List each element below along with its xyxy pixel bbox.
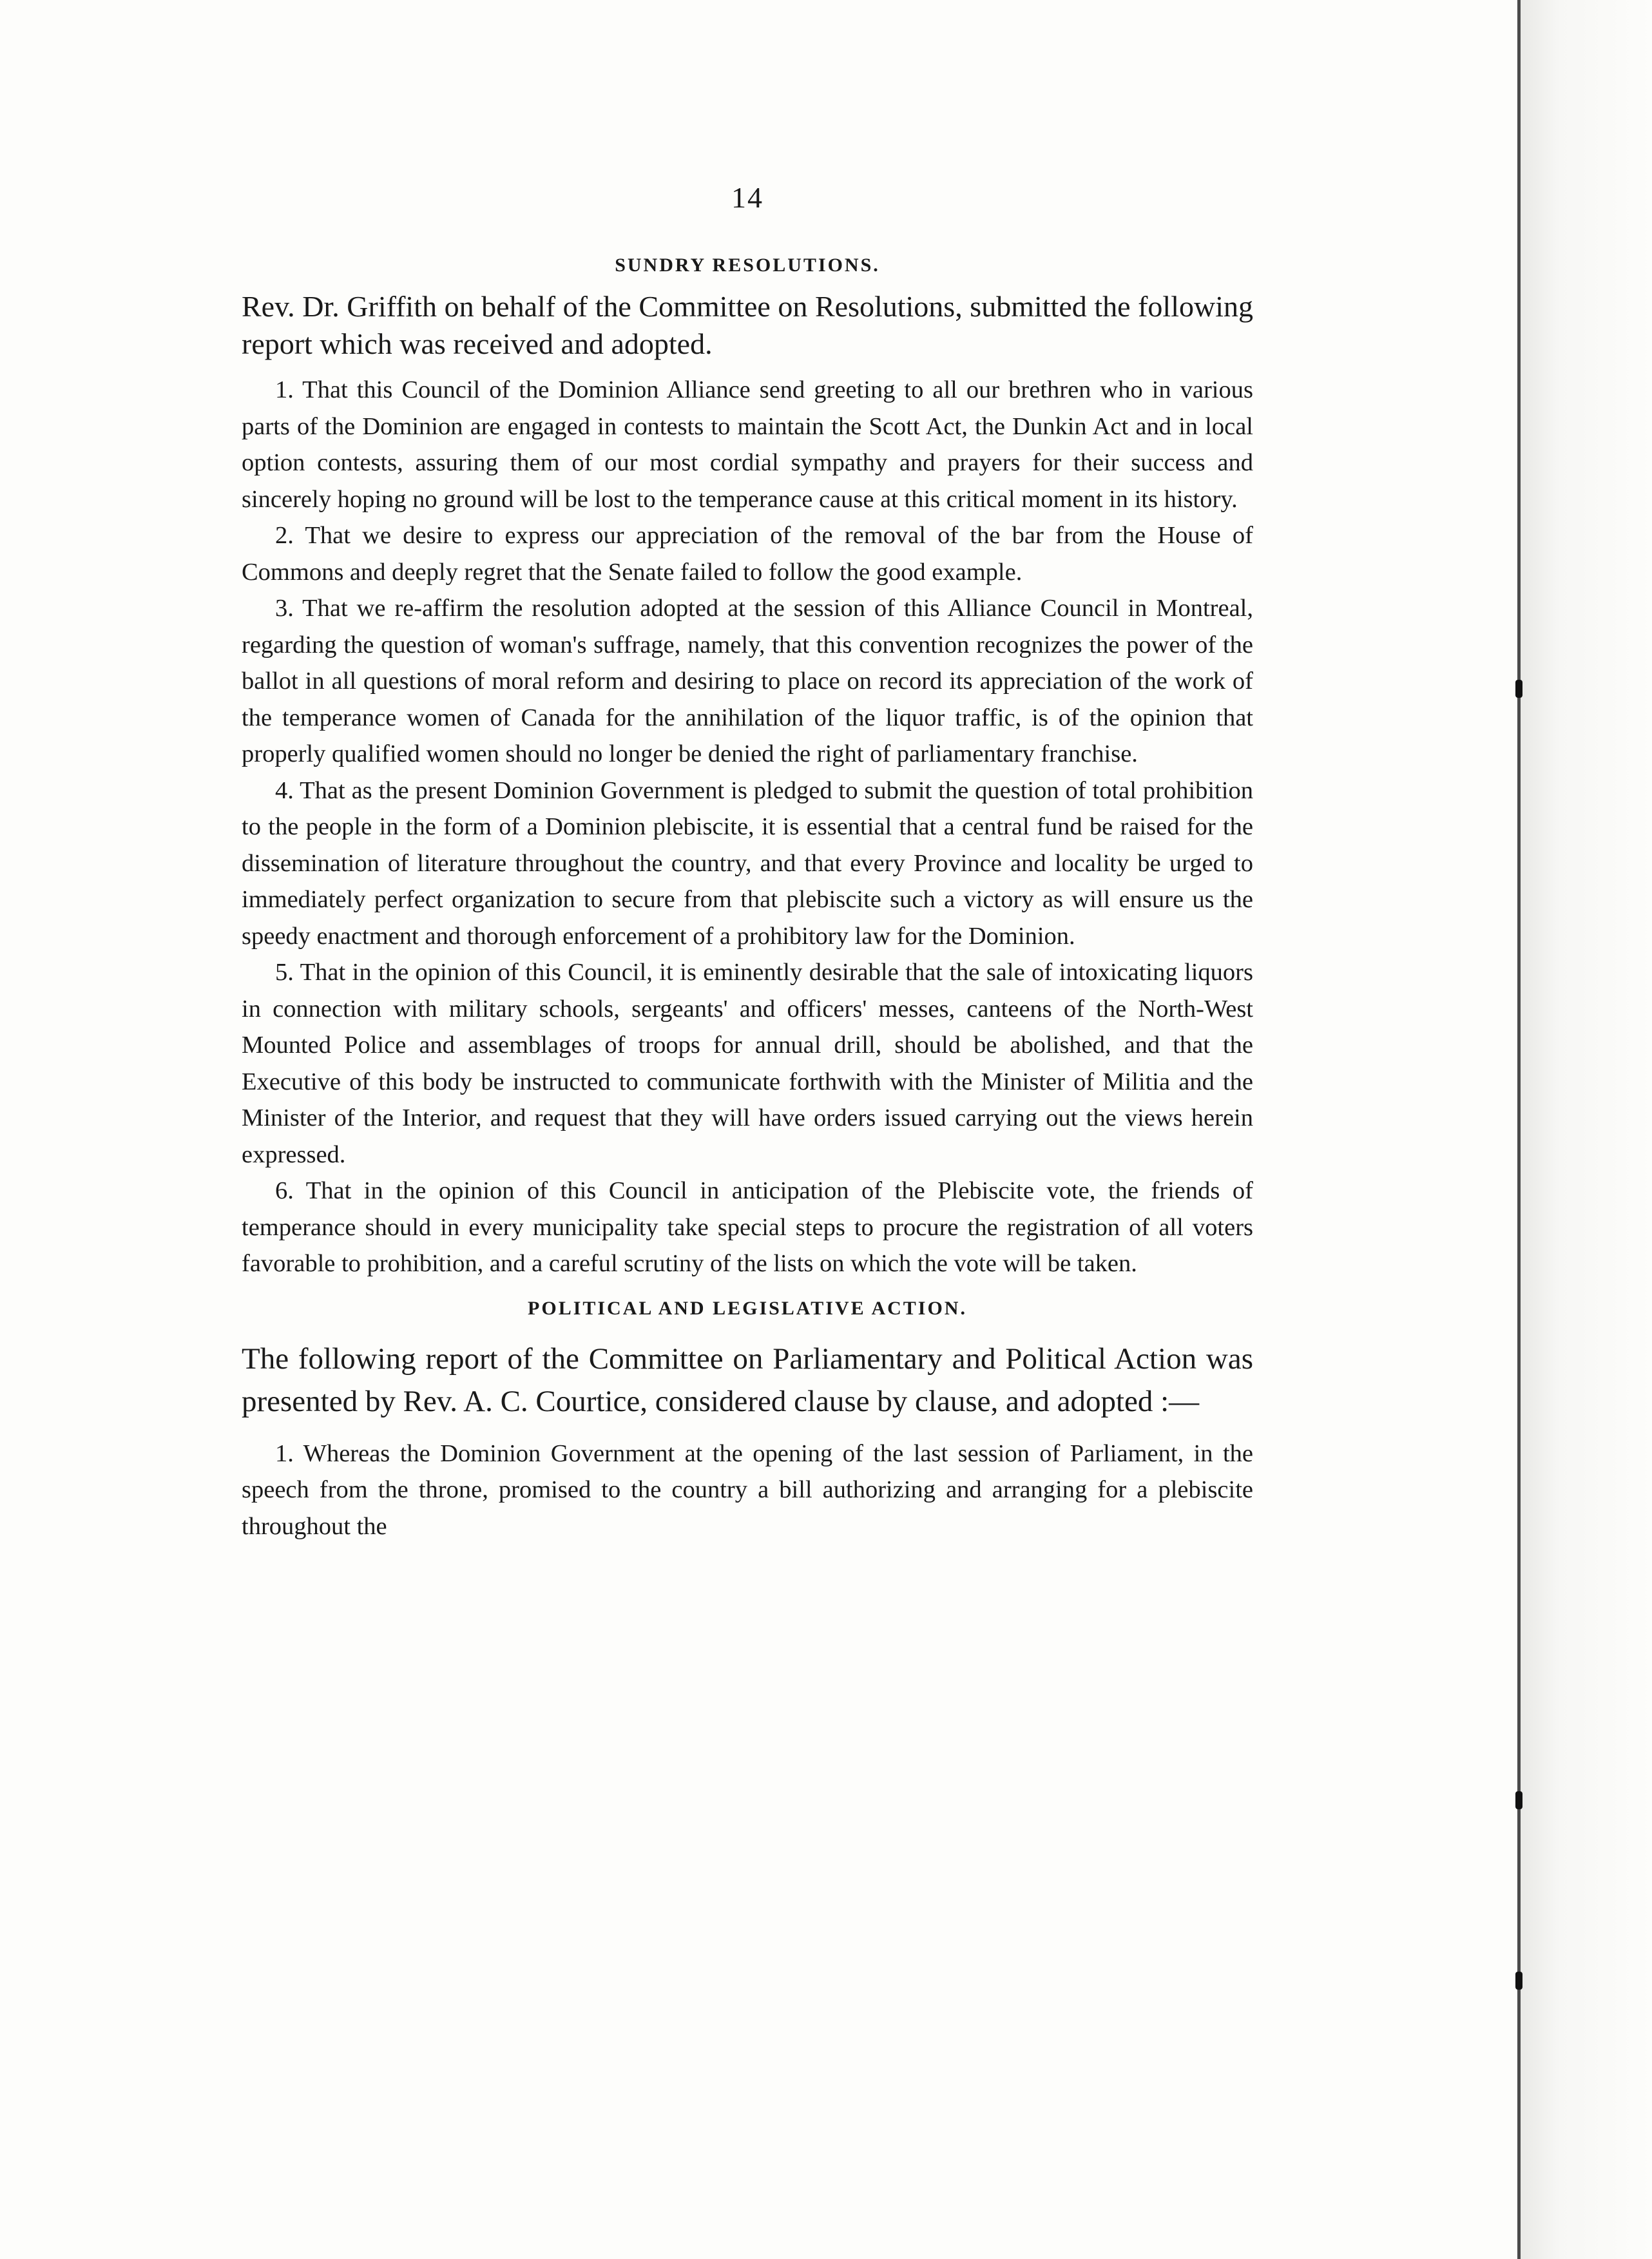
resolution-paragraph: 1. That this Council of the Dominion Alliance send greeting to all our brethren who in various parts of the Dominion are engaged in contests to maintain the Scott Act, the Dunkin Act and in local option contests, assuring them of our most cordial sympathy and prayers for their success and sincerely hoping no ground will be lost to the temperance cause at this critical moment in its history. bbox=[242, 376, 1253, 513]
page-number: 14 bbox=[731, 181, 764, 214]
resolution-paragraph: 4. That as the present Dominion Government is pledged to submit the question of total prohibition to the people in the form of a Dominion plebiscite, it is essential that a central fund be raised for the dissemination of literature throughout the country, and that every Province and locality be urged to immediately perfect organization to secure from that plebiscite such a victory as will ensure us the speedy enactment and thorough enforcement of a prohibitory law for the Dominion. bbox=[242, 776, 1253, 950]
resolution-paragraph: 2. That we desire to express our appreciation of the removal of the bar from the House of Commons and deeply regret that the Senate failed to follow the good example. bbox=[242, 522, 1253, 586]
binding-mark bbox=[1515, 1972, 1522, 1990]
section-intro: The following report of the Committee on Parliamentary and Political Action was presented by Rev. A. C. Courtice, considered clause by clause, and adopted :— bbox=[242, 1341, 1253, 1418]
resolution-paragraph: 5. That in the opinion of this Council, it is eminently desirable that the sale of intoxicating liquors in connection with military schools, sergeants' and officers' messes, canteens of the North-West Mounted Police and assemblages of troops for annual drill, should be abolished, and that the Executive of this body be instructed to communicate forthwith with the Minister of Militia and the Minister of the Interior, and request that they will have orders issued carrying out the views herein expressed. bbox=[242, 959, 1253, 1168]
document-body bbox=[242, 180, 1253, 1544]
section-heading-political-action: POLITICAL AND LEGISLATIVE ACTION. bbox=[528, 1297, 967, 1319]
page-edge-line bbox=[1517, 0, 1521, 2259]
section-heading-sundry-resolutions: SUNDRY RESOLUTIONS. bbox=[615, 255, 880, 276]
facing-page-edge bbox=[1521, 0, 1652, 2259]
binding-mark bbox=[1515, 680, 1522, 698]
resolution-paragraph: 1. Whereas the Dominion Government at the opening of the last session of Parliament, in the speech from the throne, promised to the country a bill authorizing and arranging for a plebiscite throughout the bbox=[242, 1439, 1253, 1540]
binding-mark bbox=[1515, 1791, 1522, 1809]
resolution-paragraph: 6. That in the opinion of this Council in anticipation of the Plebiscite vote, the friends of temperance should in every municipality take special steps to procure the registration of all voters favorable to prohibition, and a careful scrutiny of the lists on which the vote will be taken. bbox=[242, 1177, 1253, 1277]
resolution-paragraph: 3. That we re-affirm the resolution adopted at the session of this Alliance Council in Montreal, regarding the question of woman's suffrage, namely, that this convention recognizes the power of the ballot in all questions of moral reform and desiring to place on record its appreciation of the work of the temperance women of Canada for the annihilation of the liquor traffic, is of the opinion that properly qualified women should no longer be denied the right of parliamentary franchise. bbox=[242, 595, 1253, 767]
section-intro: Rev. Dr. Griffith on behalf of the Committee on Resolutions, submitted the following report which was received and adopted. bbox=[242, 290, 1253, 360]
